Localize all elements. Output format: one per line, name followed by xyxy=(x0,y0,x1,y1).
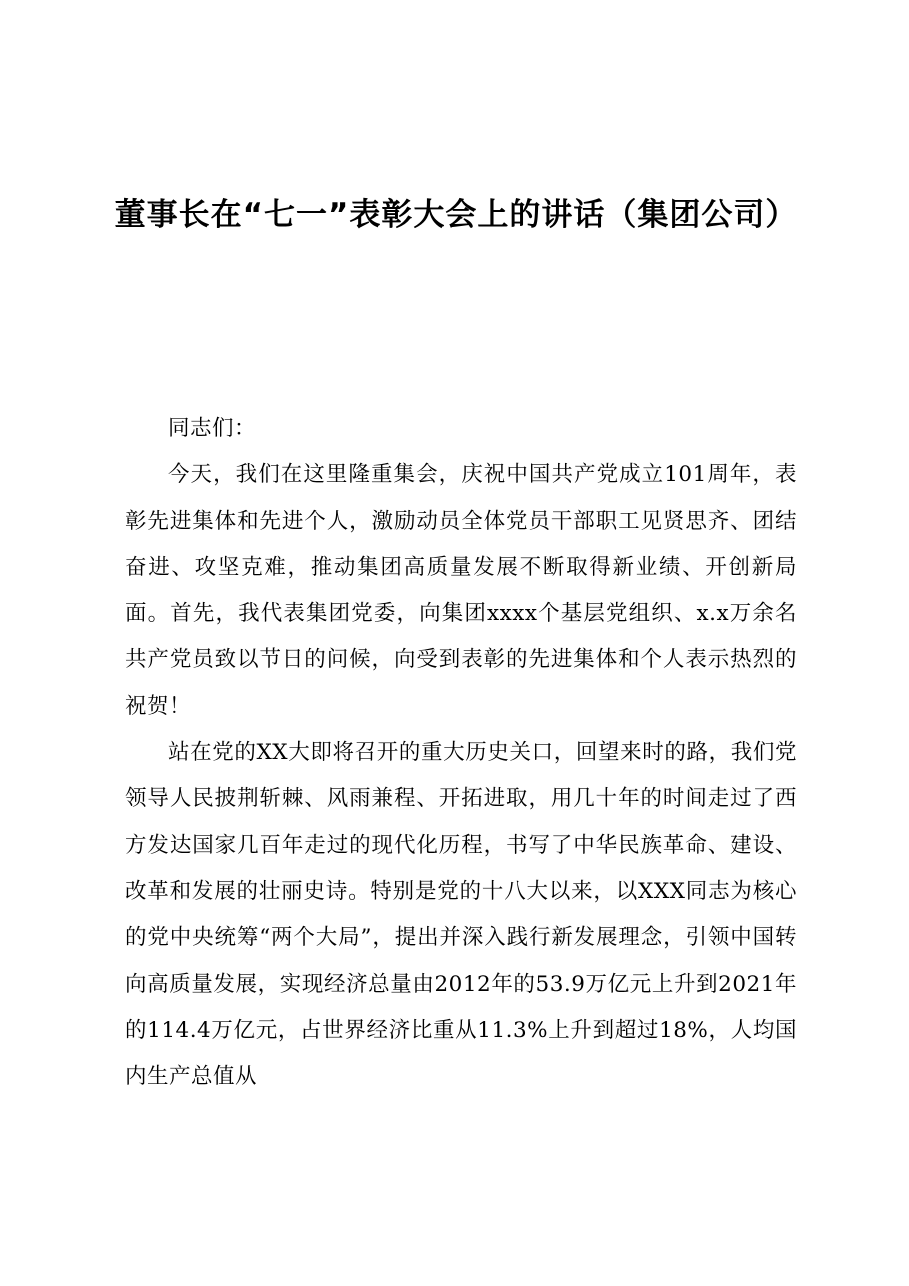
paragraph-history: 站在党的XX大即将召开的重大历史关口，回望来时的路，我们党领导人民披荆斩棘、风雨兼程、开拓进取，用几十年的时间走过了西方发达国家几百年走过的现代化历程，书写了中华民族革命、建设、改革和发展的壮丽史诗。特别是党的十八大以来，以XXX同志为核心的党中央统筹“两个大局”，提出并深入践行新发展理念，引领中国转向高质量发展，实现经济总量由2012年的53.9万亿元上升到2021年的114.4万亿元，占世界经济比重从11.3%上升到超过18%，人均国内生产总值从 xyxy=(125,740,797,1090)
paragraph-salutation: 同志们： xyxy=(168,416,257,441)
document-body xyxy=(125,406,797,1100)
document-title: 董事长在“七一”表彰大会上的讲话（集团公司） xyxy=(114,197,798,233)
paragraph-opening: 今天，我们在这里隆重集会，庆祝中国共产党成立101周年，表彰先进集体和先进个人，激励动员全体党员干部职工见贤思齐、团结奋进、攻坚克难，推动集团高质量发展不断取得新业绩、开创新局面。首先，我代表集团党委，向集团xxxx个基层党组织、x.x万余名共产党员致以节日的问候，向受到表彰的先进集体和个人表示热烈的祝贺！ xyxy=(125,462,797,719)
